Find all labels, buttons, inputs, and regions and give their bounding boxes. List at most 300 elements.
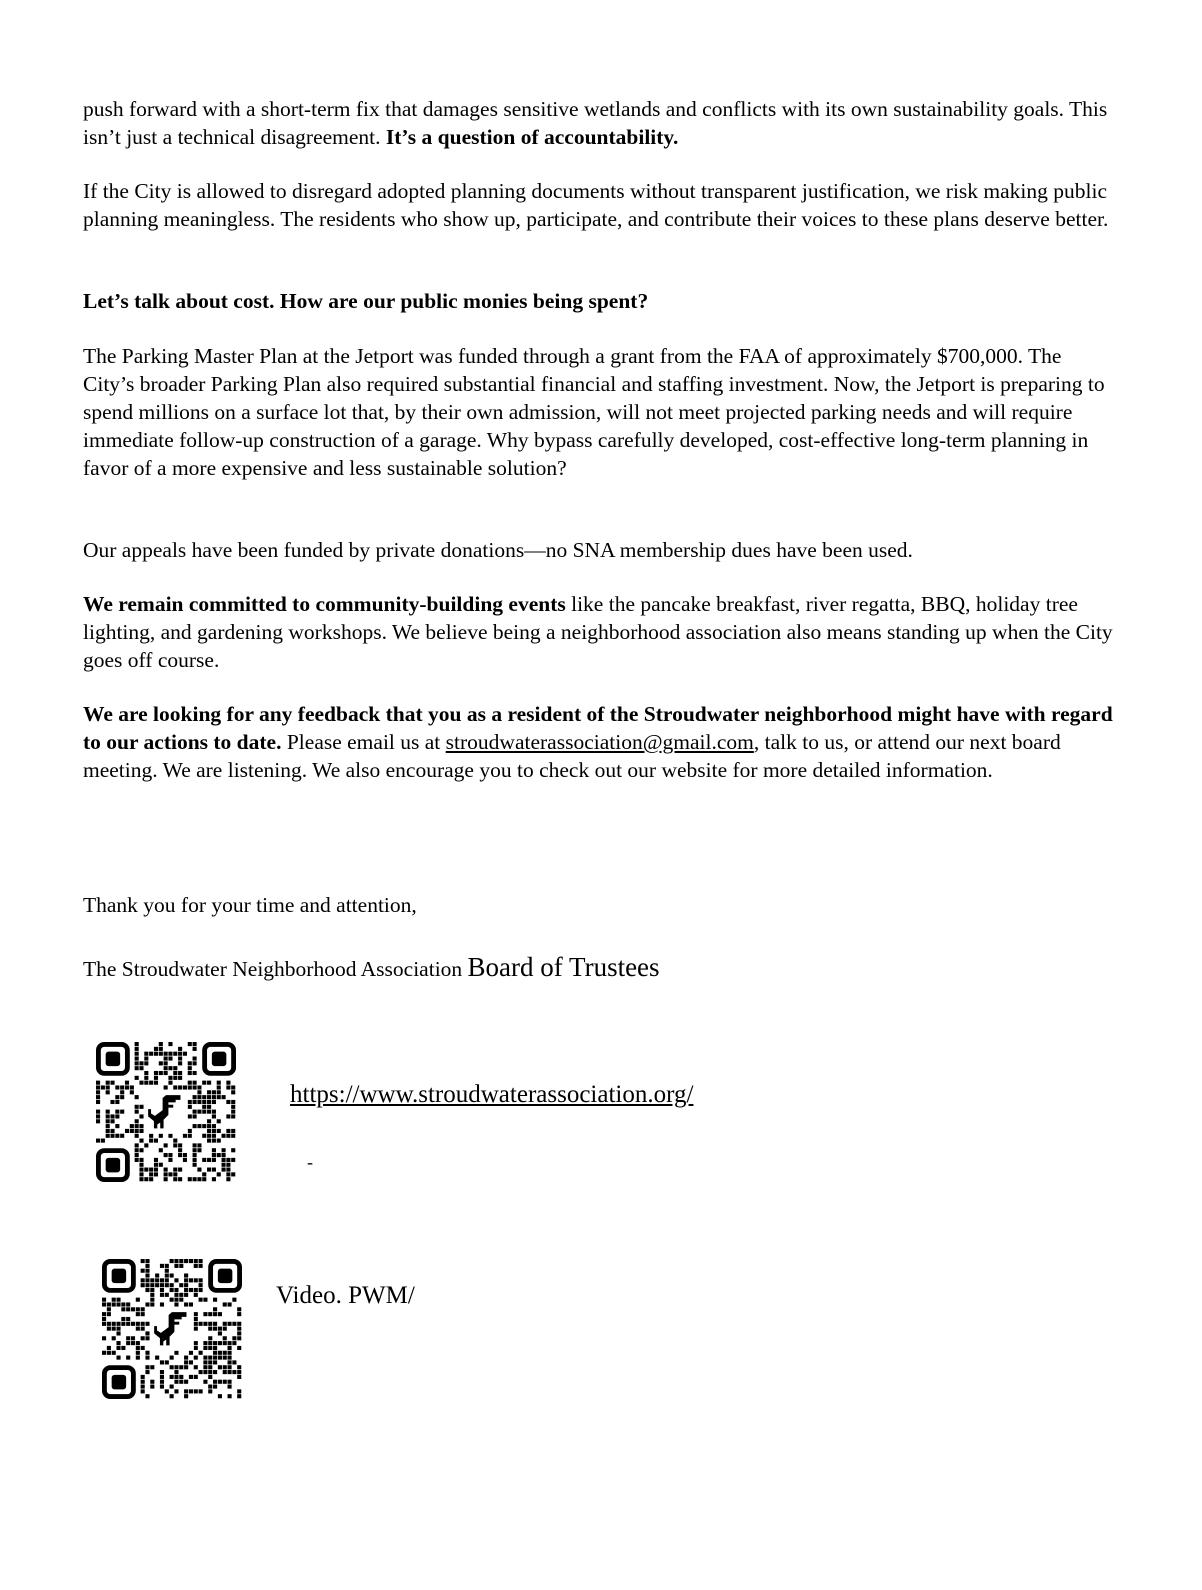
qr-module <box>139 1114 143 1118</box>
qr-module <box>102 1317 106 1321</box>
qr-module <box>173 1168 177 1172</box>
qr-module <box>232 1370 236 1374</box>
qr-module <box>208 1312 212 1316</box>
qr-code-graphic <box>102 1259 242 1399</box>
qr-module <box>208 1356 212 1360</box>
qr-module <box>193 1081 197 1085</box>
qr-module <box>193 1056 197 1060</box>
qr-module <box>188 1085 192 1089</box>
qr-module <box>106 1090 110 1094</box>
qr-module <box>145 1322 149 1326</box>
qr-module <box>184 1259 188 1263</box>
qr-module <box>231 1114 235 1118</box>
qr-module <box>141 1336 145 1340</box>
qr-module <box>165 1283 169 1287</box>
finder-pattern-top-right <box>211 1261 240 1290</box>
qr-module <box>202 1124 206 1128</box>
video-qr-code[interactable] <box>102 1259 242 1399</box>
qr-module <box>144 1061 148 1065</box>
qr-module <box>193 1153 197 1157</box>
qr-module <box>184 1288 188 1292</box>
qr-module <box>141 1307 145 1311</box>
qr-module <box>226 1177 230 1181</box>
qr-module <box>197 1095 201 1099</box>
qr-module <box>126 1336 130 1340</box>
qr-module <box>184 1360 188 1364</box>
qr-module <box>106 1081 110 1085</box>
qr-module <box>150 1283 154 1287</box>
qr-module <box>145 1370 149 1374</box>
qr-module <box>135 1110 139 1114</box>
qr-module <box>135 1056 139 1060</box>
qr-code-graphic <box>96 1042 236 1182</box>
qr-module <box>207 1100 211 1104</box>
qr-module <box>237 1312 241 1316</box>
bold-statement: We are looking for any feedback that you as a resident of the Stroudwater neighborhood might have with regard to our actions to date. <box>83 702 1113 754</box>
qr-module <box>145 1351 149 1355</box>
qr-module <box>226 1168 230 1172</box>
qr-module <box>213 1322 217 1326</box>
qr-module <box>101 1085 105 1089</box>
qr-module <box>231 1100 235 1104</box>
qr-module <box>226 1114 230 1118</box>
qr-module <box>203 1365 207 1369</box>
qr-module <box>193 1095 197 1099</box>
qr-module <box>136 1346 140 1350</box>
qr-module <box>228 1365 232 1369</box>
qr-module <box>202 1105 206 1109</box>
qr-module <box>218 1365 222 1369</box>
qr-module <box>237 1365 241 1369</box>
qr-module <box>135 1052 139 1056</box>
qr-module <box>228 1385 232 1389</box>
qr-module <box>139 1172 143 1176</box>
qr-module <box>106 1129 110 1133</box>
qr-module <box>160 1375 164 1379</box>
qr-module <box>141 1375 145 1379</box>
qr-module <box>184 1302 188 1306</box>
qr-module <box>183 1158 187 1162</box>
qr-module <box>145 1259 149 1263</box>
qr-module <box>155 1356 159 1360</box>
qr-module <box>213 1346 217 1350</box>
qr-module <box>107 1307 111 1311</box>
qr-module <box>231 1110 235 1114</box>
finder-pattern-bottom-left <box>104 1368 133 1397</box>
qr-module <box>136 1312 140 1316</box>
qr-module <box>184 1394 188 1398</box>
qr-module <box>179 1264 183 1268</box>
qr-module <box>193 1148 197 1152</box>
qr-module <box>188 1177 192 1181</box>
qr-module <box>145 1273 149 1277</box>
qr-module <box>135 1061 139 1065</box>
qr-module <box>96 1081 100 1085</box>
qr-module <box>207 1081 211 1085</box>
paragraph-accountability <box>83 95 1113 151</box>
qr-module <box>96 1110 100 1114</box>
qr-module <box>228 1380 232 1384</box>
qr-module <box>96 1100 100 1104</box>
qr-module <box>173 1066 177 1070</box>
qr-module <box>110 1119 114 1123</box>
qr-module <box>184 1278 188 1282</box>
qr-module <box>178 1177 182 1181</box>
qr-module <box>232 1298 236 1302</box>
qr-module <box>150 1288 154 1292</box>
qr-module <box>159 1052 163 1056</box>
qr-module <box>194 1288 198 1292</box>
qr-module <box>144 1056 148 1060</box>
qr-module <box>135 1047 139 1051</box>
qr-module <box>199 1278 203 1282</box>
qr-module <box>188 1114 192 1118</box>
qr-module <box>116 1331 120 1335</box>
qr-module <box>231 1134 235 1138</box>
qr-module <box>168 1158 172 1162</box>
qr-module <box>135 1124 139 1128</box>
qr-module <box>154 1139 158 1143</box>
qr-module <box>141 1312 145 1316</box>
qr-module <box>154 1047 158 1051</box>
qr-module <box>212 1177 216 1181</box>
qr-module <box>170 1259 174 1263</box>
qr-module <box>237 1322 241 1326</box>
qr-module <box>178 1071 182 1075</box>
qr-module <box>194 1356 198 1360</box>
qr-module <box>179 1380 183 1384</box>
website-qr-code[interactable] <box>96 1042 236 1182</box>
qr-module <box>207 1105 211 1109</box>
qr-module <box>135 1105 139 1109</box>
qr-module <box>106 1124 110 1128</box>
qr-module <box>144 1143 148 1147</box>
qr-module <box>115 1100 119 1104</box>
qr-module <box>203 1360 207 1364</box>
qr-module <box>107 1327 111 1331</box>
qr-module <box>159 1134 163 1138</box>
qr-module <box>107 1351 111 1355</box>
qr-module <box>159 1163 163 1167</box>
qr-module <box>130 1129 134 1133</box>
qr-module <box>226 1100 230 1104</box>
qr-module <box>154 1071 158 1075</box>
qr-module <box>173 1076 177 1080</box>
qr-module <box>228 1394 232 1398</box>
qr-module <box>212 1110 216 1114</box>
qr-module <box>226 1081 230 1085</box>
qr-module <box>223 1327 227 1331</box>
qr-module <box>125 1129 129 1133</box>
qr-module <box>223 1356 227 1360</box>
qr-module <box>194 1317 198 1321</box>
qr-module <box>96 1114 100 1118</box>
qr-module <box>184 1389 188 1393</box>
website-url-link[interactable]: https://www.stroudwaterassociation.org/ <box>290 1081 694 1108</box>
qr-module <box>189 1259 193 1263</box>
qr-module <box>144 1071 148 1075</box>
qr-module <box>141 1283 145 1287</box>
qr-module <box>218 1394 222 1398</box>
qr-module <box>136 1327 140 1331</box>
qr-module <box>197 1110 201 1114</box>
qr-module <box>199 1298 203 1302</box>
qr-module <box>197 1085 201 1089</box>
qr-module <box>173 1052 177 1056</box>
qr-module <box>125 1081 129 1085</box>
qr-module <box>174 1288 178 1292</box>
qr-module <box>194 1259 198 1263</box>
qr-module <box>139 1124 143 1128</box>
qr-module <box>183 1052 187 1056</box>
qr-module <box>178 1056 182 1060</box>
qr-module <box>154 1076 158 1080</box>
qr-module <box>160 1302 164 1306</box>
qr-module <box>213 1360 217 1364</box>
email-link[interactable]: stroudwaterassociation@gmail.com <box>445 730 754 754</box>
qr-module <box>178 1143 182 1147</box>
paragraph-feedback <box>83 700 1113 784</box>
qr-module <box>237 1307 241 1311</box>
qr-module <box>102 1322 106 1326</box>
signature-title: Board of Trustees <box>467 952 660 982</box>
qr-module <box>199 1264 203 1268</box>
qr-module <box>226 1134 230 1138</box>
qr-module <box>228 1346 232 1350</box>
qr-module <box>168 1076 172 1080</box>
qr-module <box>212 1090 216 1094</box>
qr-module <box>237 1336 241 1340</box>
qr-module <box>165 1360 169 1364</box>
qr-module <box>144 1177 148 1181</box>
qr-module <box>96 1139 100 1143</box>
qr-module <box>231 1129 235 1133</box>
qr-module <box>193 1114 197 1118</box>
qr-module <box>218 1331 222 1335</box>
qr-module <box>165 1264 169 1268</box>
qr-module <box>188 1066 192 1070</box>
qr-module <box>112 1298 116 1302</box>
qr-module <box>164 1172 168 1176</box>
qr-module <box>223 1380 227 1384</box>
qr-module <box>237 1394 241 1398</box>
qr-module <box>141 1389 145 1393</box>
qr-module <box>223 1351 227 1355</box>
qr-module <box>232 1336 236 1340</box>
qr-module <box>212 1158 216 1162</box>
qr-module <box>149 1052 153 1056</box>
qr-module <box>170 1356 174 1360</box>
qr-module <box>213 1341 217 1345</box>
qr-module <box>232 1322 236 1326</box>
qr-module <box>102 1312 106 1316</box>
qr-module <box>212 1148 216 1152</box>
qr-module <box>106 1110 110 1114</box>
qr-module <box>174 1351 178 1355</box>
qr-module <box>139 1177 143 1181</box>
qr-module <box>116 1327 120 1331</box>
qr-module <box>170 1273 174 1277</box>
qr-module <box>222 1163 226 1167</box>
qr-module <box>188 1134 192 1138</box>
qr-module <box>213 1356 217 1360</box>
qr-module <box>208 1327 212 1331</box>
qr-module <box>116 1302 120 1306</box>
qr-module <box>155 1278 159 1282</box>
qr-module <box>136 1322 140 1326</box>
qr-module <box>149 1081 153 1085</box>
qr-module <box>115 1095 119 1099</box>
qr-module <box>145 1269 149 1273</box>
qr-module <box>106 1085 110 1089</box>
qr-module <box>139 1163 143 1167</box>
qr-module <box>107 1312 111 1316</box>
qr-module <box>183 1085 187 1089</box>
qr-module <box>160 1288 164 1292</box>
qr-module <box>141 1322 145 1326</box>
qr-module <box>174 1365 178 1369</box>
qr-module <box>165 1293 169 1297</box>
qr-module <box>231 1085 235 1089</box>
qr-module <box>135 1153 139 1157</box>
qr-module <box>120 1095 124 1099</box>
qr-module <box>150 1380 154 1384</box>
qr-module <box>173 1085 177 1089</box>
qr-module <box>126 1302 130 1306</box>
qr-module <box>194 1278 198 1282</box>
section-heading-cost <box>83 287 1113 315</box>
qr-module <box>112 1302 116 1306</box>
qr-module <box>174 1264 178 1268</box>
qr-module <box>136 1341 140 1345</box>
qr-module <box>199 1370 203 1374</box>
qr-module <box>106 1114 110 1118</box>
qr-module <box>168 1172 172 1176</box>
qr-module <box>135 1042 139 1046</box>
qr-module <box>228 1302 232 1306</box>
qr-module <box>203 1370 207 1374</box>
qr-module <box>145 1278 149 1282</box>
qr-module <box>213 1380 217 1384</box>
qr-module <box>126 1341 130 1345</box>
qr-module <box>145 1302 149 1306</box>
qr-module <box>107 1322 111 1326</box>
qr-module <box>160 1380 164 1384</box>
qr-module <box>222 1153 226 1157</box>
paragraph-funding: Our appeals have been funded by private donations—no SNA membership dues have been used. <box>83 538 913 562</box>
qr-module <box>193 1124 197 1128</box>
qr-module <box>110 1100 114 1104</box>
qr-module <box>188 1105 192 1109</box>
qr-module <box>173 1177 177 1181</box>
qr-module <box>178 1076 182 1080</box>
qr-module <box>202 1134 206 1138</box>
qr-module <box>145 1283 149 1287</box>
qr-module <box>197 1168 201 1172</box>
qr-module <box>203 1380 207 1384</box>
qr-module <box>164 1061 168 1065</box>
qr-module <box>170 1288 174 1292</box>
qr-module <box>168 1056 172 1060</box>
qr-module <box>135 1148 139 1152</box>
qr-module <box>174 1259 178 1263</box>
closing-thanks: Thank you for your time and attention, <box>83 893 417 917</box>
qr-module <box>223 1365 227 1369</box>
bold-statement: It’s a question of accountability. <box>385 125 679 149</box>
qr-module <box>178 1061 182 1065</box>
qr-module <box>193 1047 197 1051</box>
qr-module <box>193 1110 197 1114</box>
qr-module <box>202 1177 206 1181</box>
qr-module <box>188 1061 192 1065</box>
qr-module <box>184 1293 188 1297</box>
qr-module <box>168 1081 172 1085</box>
qr-module <box>112 1351 116 1355</box>
qr-module <box>203 1312 207 1316</box>
qr-module <box>174 1302 178 1306</box>
qr-module <box>237 1331 241 1335</box>
qr-module <box>213 1370 217 1374</box>
qr-module <box>159 1047 163 1051</box>
qr-module <box>150 1278 154 1282</box>
qr-module <box>136 1307 140 1311</box>
qr-module <box>188 1129 192 1133</box>
qr-module <box>106 1134 110 1138</box>
qr-module <box>194 1346 198 1350</box>
qr-module <box>159 1061 163 1065</box>
qr-module <box>226 1163 230 1167</box>
qr-module <box>131 1307 135 1311</box>
qr-module <box>121 1307 125 1311</box>
qr-module <box>197 1124 201 1128</box>
qr-module <box>207 1110 211 1114</box>
qr-module <box>115 1085 119 1089</box>
qr-module <box>121 1322 125 1326</box>
qr-module <box>188 1081 192 1085</box>
qr-module <box>213 1312 217 1316</box>
qr-module <box>193 1163 197 1167</box>
qr-module <box>222 1158 226 1162</box>
qr-module <box>212 1114 216 1118</box>
qr-module <box>139 1081 143 1085</box>
qr-module <box>222 1168 226 1172</box>
qr-module <box>145 1336 149 1340</box>
qr-module <box>194 1322 198 1326</box>
qr-module <box>228 1360 232 1364</box>
qr-module <box>160 1370 164 1374</box>
qr-module <box>174 1278 178 1282</box>
qr-module <box>110 1114 114 1118</box>
qr-module <box>150 1302 154 1306</box>
qr-module <box>179 1293 183 1297</box>
qr-module <box>165 1269 169 1273</box>
qr-module <box>184 1273 188 1277</box>
qr-module <box>203 1298 207 1302</box>
qr-module <box>193 1071 197 1075</box>
qr-module <box>199 1259 203 1263</box>
qr-module <box>212 1129 216 1133</box>
qr-module <box>197 1143 201 1147</box>
qr-module <box>136 1356 140 1360</box>
qr-module <box>164 1168 168 1172</box>
qr-module <box>178 1168 182 1172</box>
qr-module <box>121 1302 125 1306</box>
qr-module <box>232 1360 236 1364</box>
qr-module <box>212 1153 216 1157</box>
qr-module <box>226 1085 230 1089</box>
qr-module <box>222 1148 226 1152</box>
qr-module <box>154 1052 158 1056</box>
